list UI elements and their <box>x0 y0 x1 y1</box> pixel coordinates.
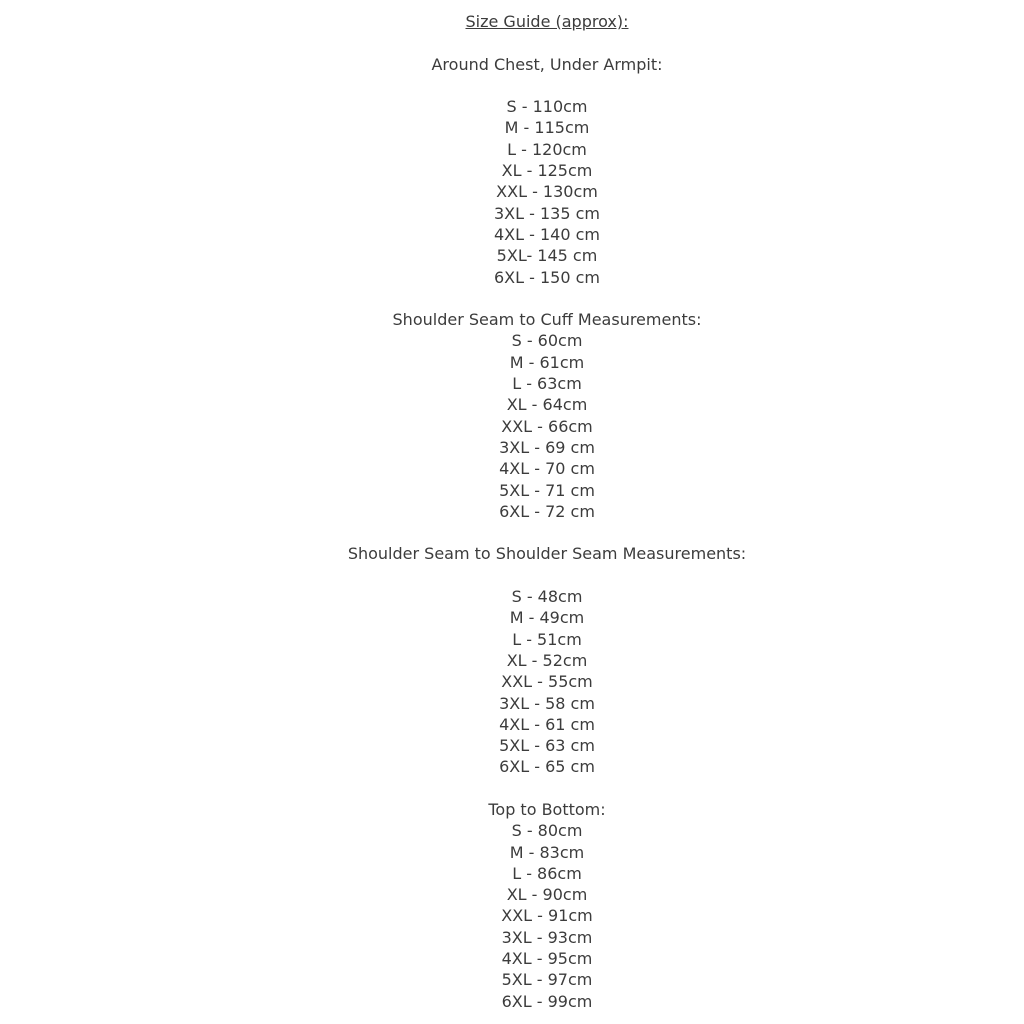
size-row: M - 61cm <box>509 352 585 372</box>
size-list-shoulder-to-shoulder <box>70 586 1024 778</box>
size-row: 3XL - 58 cm <box>499 693 595 713</box>
size-row: 4XL - 61 cm <box>499 714 595 734</box>
size-row: S - 80cm <box>511 821 583 841</box>
size-row: XXL - 55cm <box>501 672 593 692</box>
size-row: M - 115cm <box>504 118 590 138</box>
section-top-to-bottom <box>70 799 1024 1012</box>
size-row: L - 63cm <box>512 374 582 394</box>
size-row: 3XL - 135 cm <box>493 203 600 223</box>
section-heading-top-to-bottom: Top to Bottom: <box>488 799 606 819</box>
section-heading-shoulder-to-cuff: Shoulder Seam to Cuff Measurements: <box>392 310 702 330</box>
section-shoulder-to-shoulder <box>70 543 1024 777</box>
section-around-chest <box>70 54 1024 288</box>
section-heading-around-chest: Around Chest, Under Armpit: <box>431 54 663 74</box>
size-row: 3XL - 93cm <box>501 927 593 947</box>
size-row: XXL - 91cm <box>501 906 593 926</box>
size-row: 5XL- 145 cm <box>496 246 598 266</box>
size-row: 6XL - 99cm <box>501 991 593 1011</box>
size-list-shoulder-to-cuff <box>70 330 1024 522</box>
size-row: L - 86cm <box>512 863 582 883</box>
size-row: XXL - 66cm <box>501 416 593 436</box>
size-row: 4XL - 140 cm <box>493 224 600 244</box>
size-row: S - 110cm <box>506 97 588 117</box>
size-row: 4XL - 70 cm <box>499 459 595 479</box>
page-title: Size Guide (approx): <box>465 12 629 31</box>
size-row: XL - 125cm <box>501 161 593 181</box>
size-row: 6XL - 72 cm <box>499 501 595 521</box>
size-row: 5XL - 97cm <box>501 970 593 990</box>
size-row: 6XL - 65 cm <box>499 757 595 777</box>
size-row: L - 120cm <box>507 139 587 159</box>
size-row: S - 60cm <box>511 331 583 351</box>
size-row: 4XL - 95cm <box>501 949 593 969</box>
size-list-around-chest <box>70 96 1024 288</box>
size-row: 6XL - 150 cm <box>493 267 600 287</box>
size-row: XL - 64cm <box>506 395 588 415</box>
size-row: M - 83cm <box>509 842 585 862</box>
size-row: XL - 90cm <box>506 885 588 905</box>
size-row: M - 49cm <box>509 608 585 628</box>
size-row: XXL - 130cm <box>496 182 598 202</box>
size-row: 5XL - 71 cm <box>499 480 595 500</box>
size-row: S - 48cm <box>511 587 583 607</box>
size-row: 3XL - 69 cm <box>499 437 595 457</box>
size-list-top-to-bottom <box>70 820 1024 1012</box>
size-row: 5XL - 63 cm <box>499 736 595 756</box>
section-shoulder-to-cuff <box>70 309 1024 522</box>
section-heading-shoulder-to-shoulder: Shoulder Seam to Shoulder Seam Measurements: <box>347 544 747 564</box>
size-row: L - 51cm <box>512 629 582 649</box>
size-guide-document <box>70 0 1024 1012</box>
size-row: XL - 52cm <box>506 650 588 670</box>
